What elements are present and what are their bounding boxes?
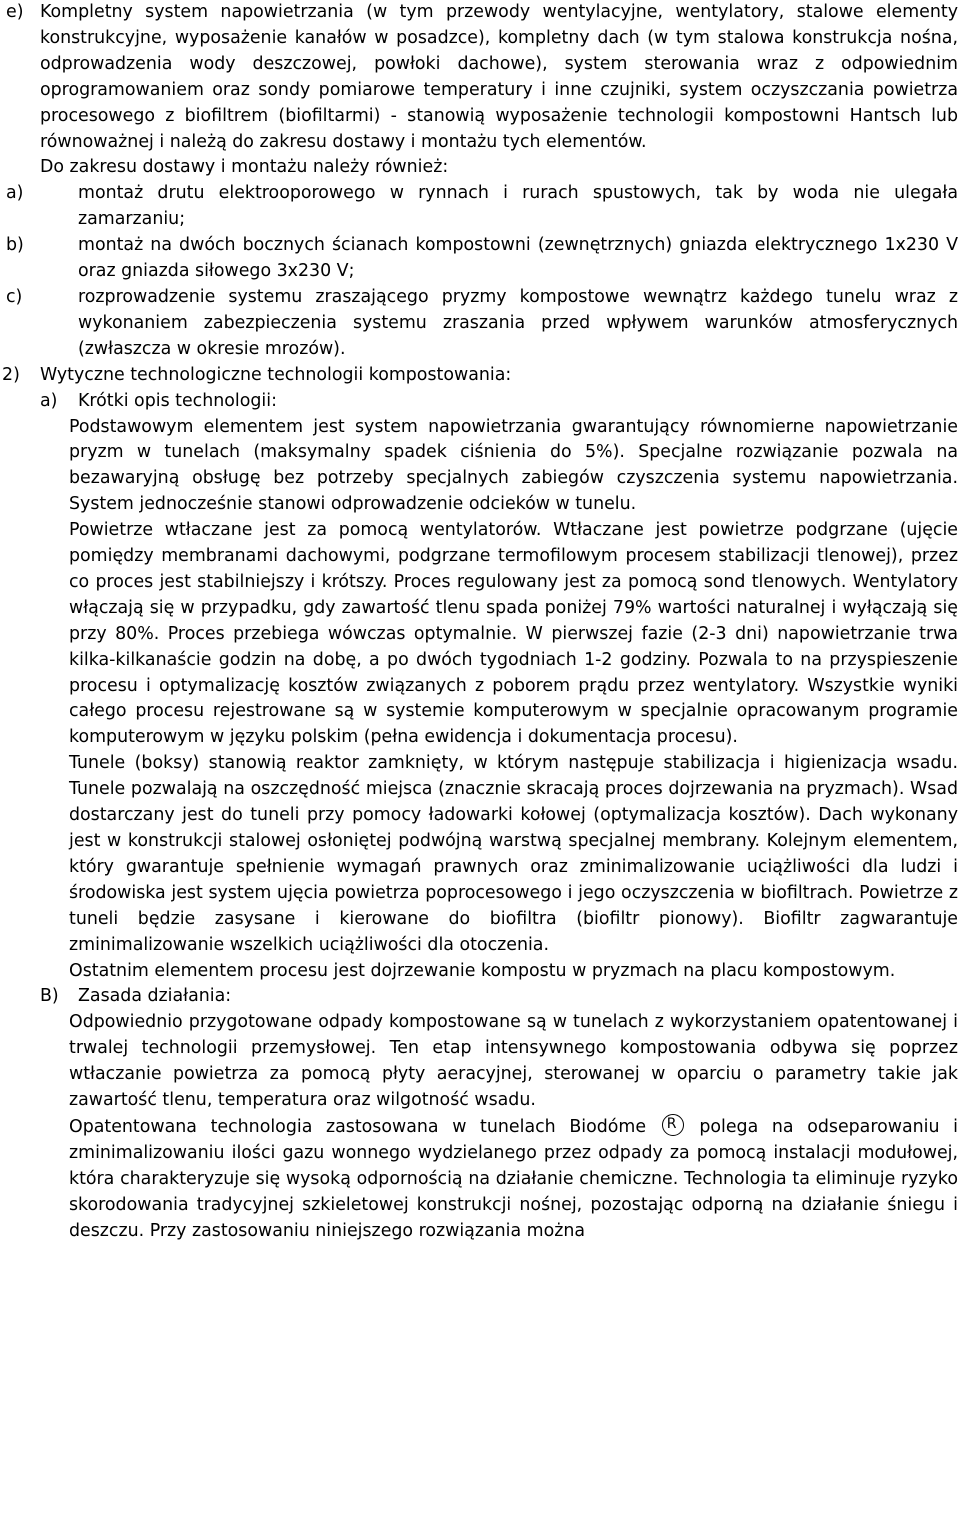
scope-item-a bbox=[0, 181, 960, 233]
paragraph: Powietrze wtłaczane jest za pomocą wentylatorów. Wtłaczane jest powietrze podgrzane (ujęcie pomiędzy membranami dachowymi, podgrzane termofilowym procesem stabilizacji tlenowej), przez co proces jest stabilniejszy i krótszy. Proces regulowany jest za pomocą sond tlenowych. Wentylatory włączają się w przypadku, gdy zawartość tlenu spada poniżej 79% wartości naturalnej i wyłączają się przy 80%. Proces przebiega wówczas optymalnie. W pierwszej fazie (2-3 dni) napowietrzanie trwa kilka-kilkanaście godzin na dobę, a po dwóch tygodniach 1-2 godziny. Pozwala to na przyspieszenie procesu i optymalizację kosztów związanych z poborem prądu przez wentylatory. Wszystkie wyniki całego procesu rejestrowane są w systemie komputerowym w specjalnie opracowanym programie komputerowym w języku polskim (pełna ewidencja i dokumentacja procesu). bbox=[69, 520, 958, 748]
paragraph bbox=[69, 1114, 958, 1245]
section-title: Wytyczne technologiczne technologii kompostowania: bbox=[40, 364, 512, 385]
scope-item-b bbox=[0, 233, 960, 285]
list-marker: a) bbox=[6, 183, 24, 204]
scope-item-c bbox=[0, 285, 960, 363]
paragraph: Podstawowym elementem jest system napowietrzania gwarantujący równomierne napowietrzanie pryzm w tunelach (maksymalny spadek ciśnienia do 5%). Specjalne rozwiązanie pozwala na bezawaryjną obsługę bez potrzeby specjalnych zabiegów czyszczenia systemu napowietrzania. System jednocześnie stanowi odprowadzenie odcieków w tunelu. bbox=[69, 416, 958, 515]
subsection-marker: a) bbox=[40, 390, 58, 411]
list-item-text: Kompletny system napowietrzania (w tym przewody wentylacyjne, wentylatory, stalowe elementy konstrukcyjne, wyposażenie kanałów w posadzce), kompletny dach (w tym stalowa konstrukcja nośna, odprowadzenia wody deszczowej, powłoki dachowe), system sterowania wraz z odpowiednim oprogramowaniem oraz sondy pomiarowe temperatury i inne czujniki, system oczyszczania powietrza procesowego z biofiltrem (biofiltarmi) - stanowią wyposażenie technologii kompostowni Hantsch lub równoważnej i należą do zakresu dostawy i montażu tych elementów. bbox=[40, 2, 958, 152]
paragraph-start: Opatentowana technologia zastosowana w tunelach Biodóme bbox=[69, 1116, 647, 1137]
scope-intro: Do zakresu dostawy i montażu należy również: bbox=[40, 157, 449, 178]
subsection-marker: B) bbox=[40, 986, 59, 1007]
list-marker: c) bbox=[6, 286, 23, 307]
subsection-title: Krótki opis technologii: bbox=[78, 390, 277, 411]
list-item-text: montaż drutu elektrooporowego w rynnach i rurach spustowych, tak by woda nie ulegała zamarzaniu; bbox=[78, 183, 958, 230]
list-item-text: rozprowadzenie systemu zraszającego pryzmy kompostowe wewnątrz każdego tunelu wraz z wykonaniem zabezpieczenia systemu zraszania przed wpływem warunków atmosferycznych (zwłaszcza w okresie mrozów). bbox=[78, 286, 958, 359]
subsection-b-heading bbox=[0, 984, 960, 1010]
paragraph: Odpowiednio przygotowane odpady kompostowane są w tunelach z wykorzystaniem opatentowanej i trwalej technologii przemysłowej. Ten etap intensywnego kompostowania odbywa się poprzez wtłaczanie powietrza za pomocą płyty aeracyjnej, sterowanej w oparciu o parametry takie jak zawartość tlenu, temperatura oraz wilgotność wsadu. bbox=[69, 1012, 958, 1111]
list-marker: b) bbox=[6, 235, 24, 256]
list-item-text: montaż na dwóch bocznych ścianach kompostowni (zewnętrznych) gniazda elektrycznego 1x230 V oraz gniazda siłowego 3x230 V; bbox=[78, 235, 958, 282]
registered-trademark-icon bbox=[662, 1114, 684, 1136]
subsection-title: Zasada działania: bbox=[78, 986, 232, 1007]
section-marker: 2) bbox=[2, 364, 20, 385]
paragraph: Ostatnim elementem procesu jest dojrzewanie kompostu w pryzmach na placu kompostowym. bbox=[69, 960, 896, 981]
list-item-e bbox=[0, 0, 960, 155]
paragraph: Tunele (boksy) stanowią reaktor zamknięty, w którym następuje stabilizacja i higienizacja wsadu. Tunele pozwalają na oszczędność miejsca (znacznie skracają proces dojrzewania na pryzmach). Wsad dostarczany jest do tuneli przy pomocy ładowarki kołowej (optymalizacja kosztów). Dach wykonany jest w konstrukcji stalowej osłoniętej podwójną warstwą specjalnej membrany. Kolejnym elementem, który gwarantuje spełnienie wymagań prawnych oraz zminimalizowanie uciążliwości dla ludzi i środowiska jest system ujęcia powietrza poprocesowego i jego oczyszczenia w biofiltrach. Powietrze z tuneli będzie zasysane i kierowane do biofiltra (biofiltr pionowy). Biofiltr zagwarantuje zminimalizowanie wszelkich uciążliwości dla otoczenia. bbox=[69, 753, 958, 955]
section-2-heading bbox=[0, 363, 960, 389]
subsection-a-heading bbox=[0, 389, 960, 415]
paragraph-end: polega na odseparowaniu i zminimalizowaniu ilości gazu wonnego wydzielanego przez odpady za pomocą instalacji modułowej, która charakteryzuje się wysoką odpornością na działanie chemiczne. Technologia ta eliminuje ryzyko skorodowania tradycyjnej szkieletowej konstrukcji nośnej, pozostając odporną na działanie śniegu i deszczu. Przy zastosowaniu niniejszego rozwiązania można bbox=[69, 1116, 958, 1241]
list-marker: e) bbox=[6, 2, 24, 22]
